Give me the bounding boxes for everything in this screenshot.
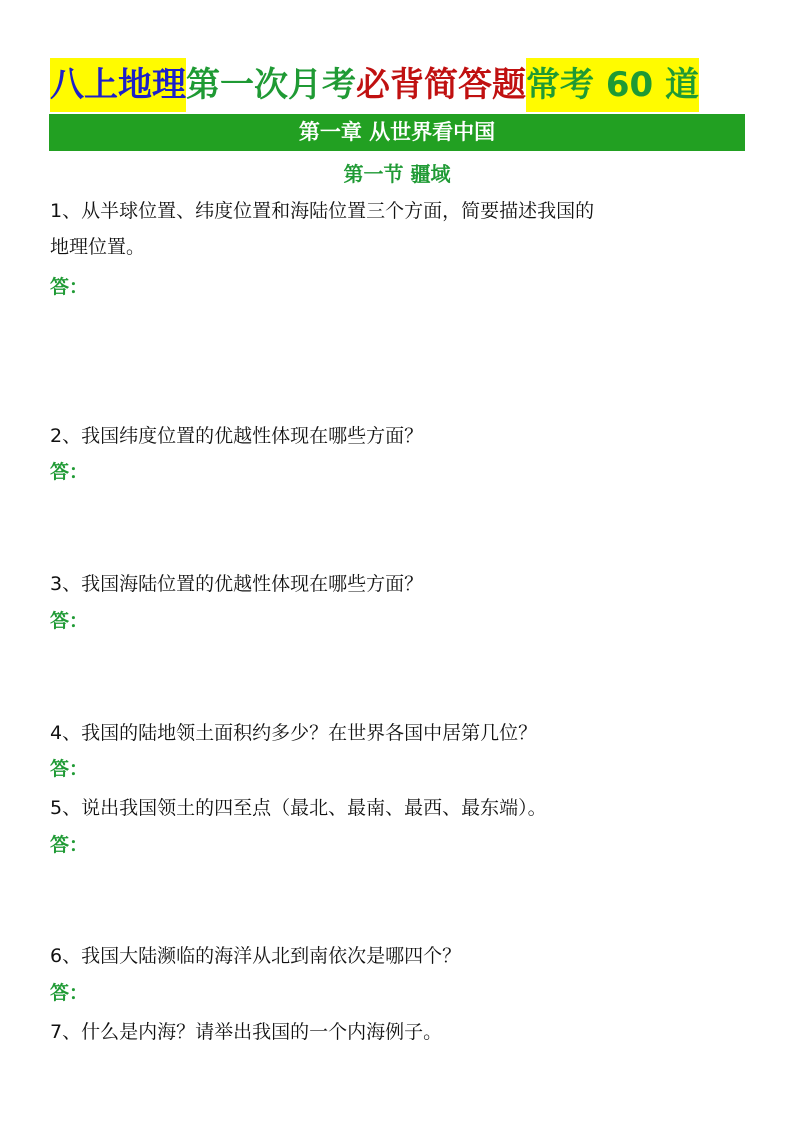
question-4-line-1: 4、我国的陆地领土面积约多少？在世界各国中居第几位？ (50, 722, 538, 744)
title-part-exam: 第一次月考 (186, 65, 356, 105)
question-1-line-1: 1、从半球位置、纬度位置和海陆位置三个方面，简要描述我国的 (50, 200, 595, 222)
question-2-line-1: 2、我国纬度位置的优越性体现在哪些方面？ (50, 425, 424, 447)
question-7-line-1: 7、什么是内海？请举出我国的一个内海例子。 (50, 1021, 443, 1043)
answer-label-4: 答： (50, 758, 89, 780)
answer-label-2: 答： (50, 461, 89, 483)
question-5-line-1: 5、说出我国领土的四至点（最北、最南、最西、最东端）。 (50, 797, 547, 819)
question-4 (50, 715, 750, 751)
title-part-subject: 八上地理 (50, 58, 186, 112)
answer-label-6: 答： (50, 982, 89, 1004)
question-2 (50, 418, 750, 454)
answer-label-5: 答： (50, 834, 89, 856)
title-part-must-memorize: 必背简答题 (356, 65, 526, 105)
question-3 (50, 566, 750, 602)
title-part-count: 常考 60 道 (526, 58, 699, 112)
answer-label-1: 答： (50, 276, 89, 298)
question-1 (50, 193, 750, 265)
question-7 (50, 1014, 750, 1050)
section-heading: 第一节 疆域 (343, 162, 451, 186)
question-6 (50, 938, 750, 974)
question-1-line-2: 地理位置。 (50, 236, 146, 258)
question-3-line-1: 3、我国海陆位置的优越性体现在哪些方面？ (50, 573, 424, 595)
question-5 (50, 790, 750, 826)
question-6-line-1: 6、我国大陆濒临的海洋从北到南依次是哪四个？ (50, 945, 462, 967)
document-title (50, 58, 744, 112)
chapter-heading: 第一章 从世界看中国 (49, 114, 745, 151)
answer-label-3: 答： (50, 610, 89, 632)
